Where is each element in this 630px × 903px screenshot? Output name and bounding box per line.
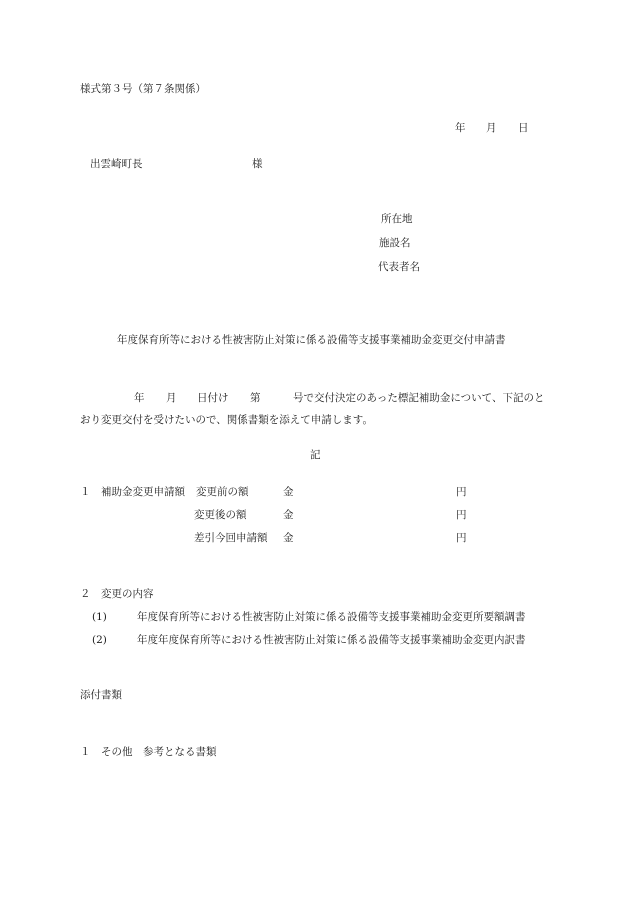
- section1-row-kin: 金: [283, 509, 294, 521]
- document-title: 年度保育所等における性被害防止対策に係る設備等支援事業補助金変更交付申請書: [117, 334, 506, 346]
- addressee-name: 出雲崎町長: [90, 158, 143, 170]
- section1-row-kin: 金: [283, 486, 294, 498]
- section1-row-name: 差引今回申請額: [194, 532, 268, 544]
- body-line2: おり変更交付を受けたいので、関係書類を添えて申請します。: [80, 414, 373, 426]
- attachments-item: １ その他 参考となる書類: [80, 746, 217, 758]
- section1-label: １ 補助金変更申請額: [80, 486, 185, 498]
- facility-label: 施設名: [379, 237, 411, 249]
- form-number: 様式第３号（第７条関係）: [80, 83, 206, 95]
- date-month: 月: [486, 122, 497, 134]
- section1-row-yen: 円: [456, 532, 467, 544]
- body-month: 月: [166, 392, 177, 404]
- section1-row-yen: 円: [456, 486, 467, 498]
- addressee-honorific: 様: [252, 158, 263, 170]
- body-date-suffix: 日付け: [197, 392, 229, 404]
- date-year: 年: [455, 122, 466, 134]
- section1-row-kin: 金: [283, 532, 294, 544]
- body-dai: 第: [250, 392, 261, 404]
- location-label: 所在地: [381, 213, 413, 225]
- body-year: 年: [134, 392, 145, 404]
- section2-item-text: 年度年度保育所等における性被害防止対策に係る設備等支援事業補助金変更内訳書: [137, 634, 526, 646]
- date-day: 日: [518, 122, 529, 134]
- attachments-heading: 添付書類: [80, 689, 122, 701]
- representative-label: 代表者名: [378, 261, 420, 273]
- section2-label: ２ 変更の内容: [80, 588, 154, 600]
- ki-label: 記: [310, 449, 321, 461]
- section1-row-name: 変更前の額: [196, 486, 249, 498]
- section2-item-text: 年度保育所等における性被害防止対策に係る設備等支援事業補助金変更所要額調書: [137, 611, 526, 623]
- section1-row-name: 変更後の額: [194, 509, 247, 521]
- section1-row-yen: 円: [456, 509, 467, 521]
- section2-item-num: (2): [92, 634, 107, 646]
- body-line1-rest: 号で交付決定のあった標記補助金について、下記のと: [293, 392, 545, 404]
- section2-item-num: (1): [92, 611, 107, 623]
